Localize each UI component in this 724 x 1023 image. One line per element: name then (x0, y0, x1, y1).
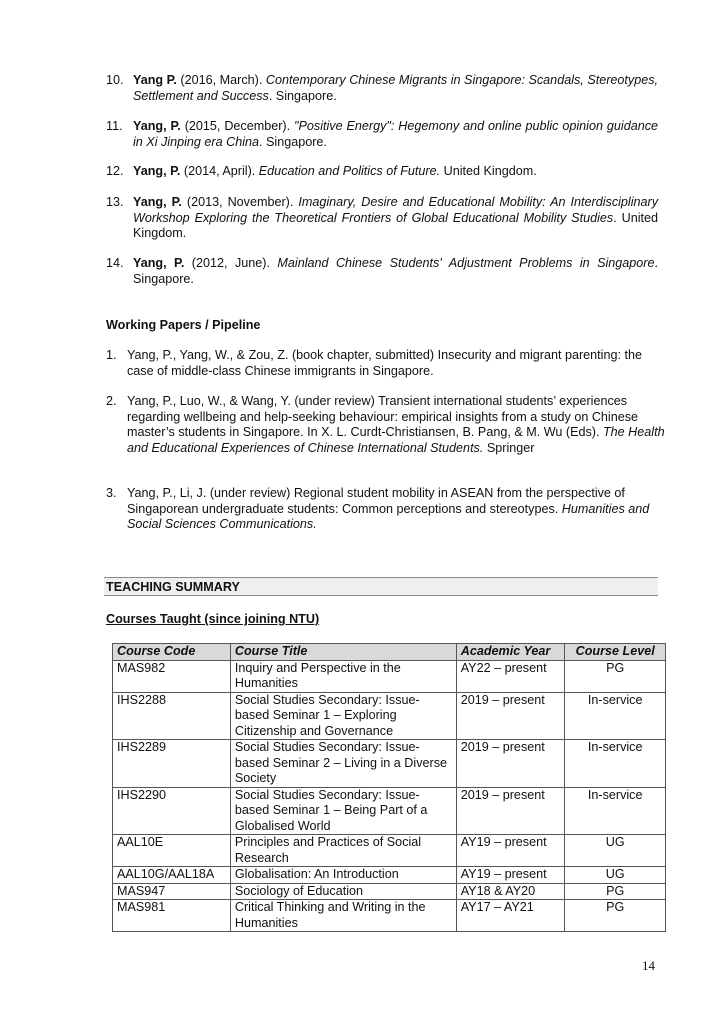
course-level: PG (565, 883, 666, 900)
column-header-course-level: Course Level (565, 644, 666, 661)
reference-title: Imaginary, Desire and Educational Mobility: An Interdisciplinary Workshop Exploring the Theoretical Frontiers of Global Educational Mobility Studies (133, 195, 659, 225)
reference-date: (2015, December). (184, 119, 291, 133)
table-row (113, 740, 666, 788)
course-level: In-service (565, 692, 666, 740)
teaching-summary-heading: TEACHING SUMMARY (104, 577, 658, 596)
academic-year: AY19 – present (456, 835, 565, 867)
column-header-course-code: Course Code (113, 644, 231, 661)
course-title: Sociology of Education (230, 883, 456, 900)
course-code: AAL10E (113, 835, 231, 867)
course-level: UG (565, 835, 666, 867)
reference-title: Contemporary Chinese Migrants in Singapore: Scandals, Stereotypes, Settlement and Success (133, 73, 659, 103)
course-title: Principles and Practices of Social Research (230, 835, 456, 867)
working-paper-text: Yang, P., Yang, W., & Zou, Z. (book chapter, submitted) Insecurity and migrant parenting: the case of middle-class Chinese immigrants in Singapore. (127, 348, 642, 378)
course-code: MAS981 (113, 900, 231, 932)
working-paper-item (106, 486, 666, 533)
reference-place: . United Kingdom. (133, 210, 659, 240)
course-code: MAS982 (113, 660, 231, 692)
reference-title: Education and Politics of Future. (258, 164, 441, 178)
reference-title: "Positive Energy": Hegemony and online public opinion guidance in Xi Jinping era China (133, 119, 659, 149)
working-paper-text: Yang, P., Li, J. (under review) Regional student mobility in ASEAN from the perspective of Singaporean undergraduate students: Common perceptions and stereotypes. (127, 486, 625, 516)
reference-title: Mainland Chinese Students' Adjustment Problems in Singapore (277, 256, 655, 270)
column-header-academic-year: Academic Year (456, 644, 565, 661)
course-title: Social Studies Secondary: Issue-based Seminar 2 – Living in a Diverse Society (230, 740, 456, 788)
course-code: IHS2290 (113, 787, 231, 835)
working-paper-number: 3. (106, 486, 117, 500)
working-paper-item (106, 394, 666, 456)
course-level: In-service (565, 787, 666, 835)
course-level: PG (565, 900, 666, 932)
reference-date: (2016, March). (180, 73, 263, 87)
reference-number: 13. (106, 195, 124, 209)
reference-author: Yang P. (133, 73, 177, 87)
course-level: PG (565, 660, 666, 692)
reference-date: (2014, April). (183, 164, 256, 178)
table-row (113, 900, 666, 932)
reference-item (106, 73, 658, 104)
reference-item (106, 195, 658, 242)
academic-year: 2019 – present (456, 740, 565, 788)
course-code: AAL10G/AAL18A (113, 867, 231, 884)
reference-number: 11. (106, 119, 123, 133)
reference-item (106, 256, 658, 287)
working-paper-text: Yang, P., Luo, W., & Wang, Y. (under review) Transient international students’ experiences regarding wellbeing and help-seeking behaviour: empirical insights from a study on Chinese master’s students in Singapore. In X. L. Curdt-Christiansen, B. Pang, & M. Wu (Eds). (127, 394, 639, 439)
course-title: Social Studies Secondary: Issue-based Seminar 1 – Exploring Citizenship and Governance (230, 692, 456, 740)
working-paper-publisher: Springer (483, 440, 535, 455)
academic-year: 2019 – present (456, 787, 565, 835)
reference-number: 12. (106, 164, 124, 178)
page-number: 14 (642, 958, 655, 973)
reference-author: Yang, P. (133, 256, 185, 270)
reference-item (106, 164, 658, 180)
reference-number: 10. (106, 73, 124, 87)
course-code: IHS2288 (113, 692, 231, 740)
reference-author: Yang, P. (133, 164, 181, 178)
course-title: Critical Thinking and Writing in the Humanities (230, 900, 456, 932)
courses-taught-heading: Courses Taught (since joining NTU) (106, 612, 320, 626)
courses-table (112, 643, 666, 932)
reference-author: Yang, P. (133, 195, 182, 209)
table-row (113, 787, 666, 835)
course-level: In-service (565, 740, 666, 788)
academic-year: AY17 – AY21 (456, 900, 565, 932)
table-row (113, 835, 666, 867)
working-paper-item (106, 348, 666, 379)
course-level: UG (565, 867, 666, 884)
academic-year: 2019 – present (456, 692, 565, 740)
column-header-course-title: Course Title (230, 644, 456, 661)
reference-date: (2013, November). (186, 195, 294, 209)
course-code: IHS2289 (113, 740, 231, 788)
working-paper-venue: The Health and Educational Experiences of Chinese International Students. (127, 425, 665, 455)
working-papers-heading: Working Papers / Pipeline (106, 318, 261, 332)
working-paper-number: 2. (106, 394, 117, 408)
reference-place: . Singapore. (268, 88, 337, 103)
course-title: Globalisation: An Introduction (230, 867, 456, 884)
working-paper-number: 1. (106, 348, 117, 362)
table-row (113, 867, 666, 884)
course-code: MAS947 (113, 883, 231, 900)
table-row (113, 883, 666, 900)
reference-place: . Singapore. (133, 256, 658, 286)
table-row (113, 692, 666, 740)
academic-year: AY22 – present (456, 660, 565, 692)
table-row (113, 660, 666, 692)
academic-year: AY18 & AY20 (456, 883, 565, 900)
working-paper-venue: Humanities and Social Sciences Communications. (127, 501, 650, 531)
academic-year: AY19 – present (456, 867, 565, 884)
course-title: Inquiry and Perspective in the Humanities (230, 660, 456, 692)
reference-date: (2012, June). (191, 256, 270, 270)
reference-item (106, 119, 658, 150)
reference-author: Yang, P. (133, 119, 181, 133)
reference-number: 14. (106, 256, 124, 270)
reference-place: . Singapore. (259, 134, 327, 149)
course-title: Social Studies Secondary: Issue-based Seminar 1 – Being Part of a Globalised World (230, 787, 456, 835)
reference-place: United Kingdom. (440, 164, 537, 178)
table-header-row (113, 644, 666, 661)
